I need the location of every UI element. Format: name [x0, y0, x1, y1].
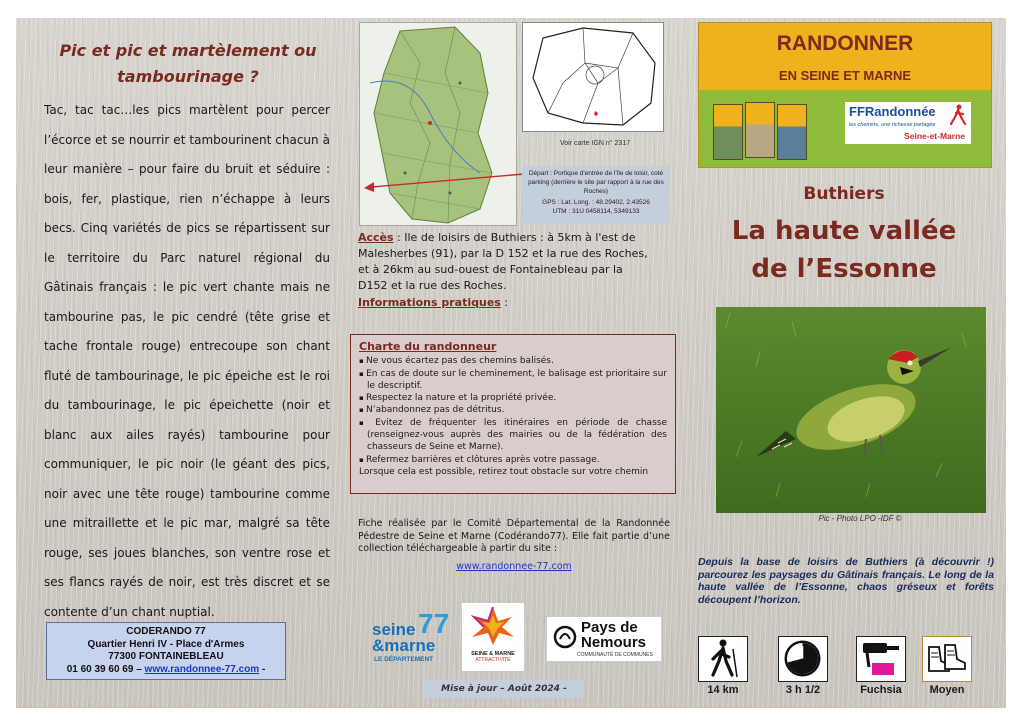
woodpecker-section-title: Pic et pic et martèlement ou tambourinage ?	[59, 41, 317, 86]
charter-footer: Lorsque cela est possible, retirez tout obstacle sur votre chemin	[359, 466, 649, 477]
boots-icon	[923, 637, 970, 680]
difficulty-pictogram	[922, 636, 972, 682]
banner-title: RANDONNER	[776, 32, 914, 55]
nemours-logo-sub: COMMUNAUTÉ DE COMMUNES	[577, 652, 653, 658]
banner-subtitle: EN SEINE ET MARNE	[778, 68, 912, 83]
duration-label: 3 h 1/2	[785, 684, 821, 696]
hike-title-line1: La haute vallée	[731, 216, 957, 246]
credits-paragraph: Fiche réalisée par le Comité Départemental de la Randonnée Pédestre de Seine et Marne (Codérando77). Elle fait partie d’une collection téléchargeable à partir du site :	[358, 518, 670, 554]
hiker-charter-box	[350, 334, 676, 494]
ign-map-reference: Voir carte IGN n° 2317	[560, 140, 631, 147]
seine-et-marne-department-logo	[370, 608, 450, 668]
hike-title-line2: de l’Essonne	[751, 254, 937, 284]
practical-info-label: Informations pratiques	[358, 296, 501, 309]
pays-de-nemours-logo	[546, 616, 662, 662]
gps-coordinates: GPS : Lat. Long. : 48.29402, 2.43526	[542, 199, 650, 206]
start-point-box	[522, 166, 670, 224]
start-point-arrow	[360, 168, 526, 192]
guidebook-cover	[745, 102, 775, 158]
seine-logo-line1: seine	[372, 620, 416, 639]
start-point-description: Départ : Portique d'entrée de l'île de loisir, coté parking (derrière le site par rapport à la rue des Roches)	[528, 170, 664, 195]
coderando-trail: -	[259, 663, 266, 675]
woodpecker-section-body: Tac, tac tac…les pics martèlent pour percer l’écorce et se nourrir et tambourinent chacun à leur manière – pour faire du bruit et séduire : bois, fer, plastique, rien n’échappe à leurs becs. Cinq variétés de pics se répartissent sur le territoire du Parc naturel régional du Gâtinais français : le pic vert chante mais ne tambourine pas, le pic cendré (tête grise et tache frontale rouge) entrecoupe son chant fluté de tambourinage, le pic épeiche est le roi du tambourinage, le pic épeichette (noir et blanc aux ailes rayés) tambourine pour communiquer, le pic noir (le géant des pics, noir avec une tête rouge) tambourine comme une mitraillette et le pic mar, malgré sa tête rouge, ses joues blanches, son ventre rose et ses flancs rayés de noir, est très discret et se contente d’un chant nuptial.	[44, 103, 330, 619]
coderando-contact-line	[47, 664, 285, 677]
hike-place-name: Buthiers	[803, 184, 885, 204]
nemours-logo-line1: Pays de	[581, 619, 638, 636]
marking-color-pictogram	[856, 636, 906, 682]
practical-info-heading	[358, 296, 508, 309]
guidebook-cover	[777, 104, 807, 160]
access-label: Accès	[358, 231, 394, 244]
credits-website-link[interactable]: www.randonnee-77.com	[456, 561, 572, 572]
seine-logo-line2: &marne	[372, 636, 436, 655]
coderando-website-link[interactable]: www.randonnee-77.com	[144, 663, 260, 675]
seine-logo-number: 77	[418, 608, 450, 639]
photo-caption: Pic - Photo LPO -IDF ©	[818, 514, 902, 523]
ffrandonnee-logo	[845, 102, 971, 144]
hiker-charter-title: Charte du randonneur	[359, 340, 497, 353]
access-paragraph	[358, 230, 654, 294]
ffr-walker-icon	[949, 104, 967, 126]
paint-brush-icon	[857, 637, 904, 680]
coderando-city: 77300 FONTAINEBLEAU	[108, 651, 224, 662]
nemours-swirl-icon	[553, 625, 577, 649]
guidebook-cover	[713, 104, 743, 160]
hike-title	[700, 212, 988, 288]
charter-item: ▪ Refermez barrières et clôtures après votre passage.	[359, 454, 667, 466]
practical-info-suffix: :	[500, 296, 509, 309]
hike-intro-text: Depuis la base de loisirs de Buthiers (à découvrir !) parcourez les paysages du Gâtinais français. Le long de la haute vallée de l’Essonne, chaos gréseux et forêts découpent l’horizon.	[698, 556, 994, 606]
access-text: : Ile de loisirs de Buthiers : à 5km à l'est de Malesherbes (91), par la D 152 et la rue des Roches, et à 26km au sud-ouest de Fontainebleau par la D152 et la rue des Roches.	[358, 231, 648, 292]
coderando-address: Quartier Henri IV - Place d'Armes	[87, 638, 245, 650]
green-woodpecker-photo	[716, 307, 986, 513]
sm-logo-line2: ATTRACTIVITÉ	[475, 657, 511, 663]
ffr-logo-region: Seine-et-Marne	[904, 131, 965, 141]
ile-de-france-locator-map	[522, 22, 664, 132]
coderando-name: CODERANDO 77	[126, 626, 206, 637]
nemours-logo-line2: Nemours	[581, 634, 647, 651]
coderando-phone: 01 60 39 60 69 –	[66, 663, 145, 675]
route-map	[359, 22, 517, 226]
hiker-charter-list	[359, 355, 667, 466]
charter-item: ▪ En cas de doute sur le cheminement, le balisage est prioritaire sur le descriptif.	[359, 368, 667, 393]
coderando-contact-box	[46, 622, 286, 680]
charter-item: ▪ Ne vous écartez pas des chemins balisés.	[359, 355, 667, 367]
distance-label: 14 km	[707, 684, 739, 696]
ffr-logo-tagline: les chemins, une richesse partagée	[849, 122, 936, 128]
seine-logo-dept: LE DÉPARTEMENT	[374, 656, 434, 663]
route-map-graphic	[360, 23, 517, 226]
seine-et-marne-attractivite-logo	[462, 603, 524, 671]
hiker-icon	[699, 637, 746, 680]
woodpecker-photo-graphic	[716, 307, 986, 513]
update-date-label: Mise à jour – Août 2024 -	[424, 680, 584, 698]
locator-map-graphic	[523, 23, 665, 133]
utm-coordinates: UTM : 31U 0458114, 5349133	[552, 208, 640, 215]
star-logo-icon	[462, 603, 524, 647]
ffr-logo-name: FFRandonnée	[849, 104, 936, 119]
charter-item: ▪ Respectez la nature et la propriété privée.	[359, 392, 667, 404]
marking-color-label: Fuchsia	[860, 684, 902, 696]
difficulty-label: Moyen	[929, 684, 965, 696]
clock-icon	[779, 637, 826, 680]
sm-logo-line1: SEINE & MARNE	[471, 651, 515, 657]
charter-item: ▪ N’abandonnez pas de détritus.	[359, 404, 667, 416]
duration-pictogram	[778, 636, 828, 682]
charter-item: ▪ Evitez de fréquenter les itinéraires en période de chasse (renseignez-vous auprès des mairies ou de la fédération des chasseurs de Seine et Marne).	[359, 417, 667, 454]
distance-pictogram	[698, 636, 748, 682]
